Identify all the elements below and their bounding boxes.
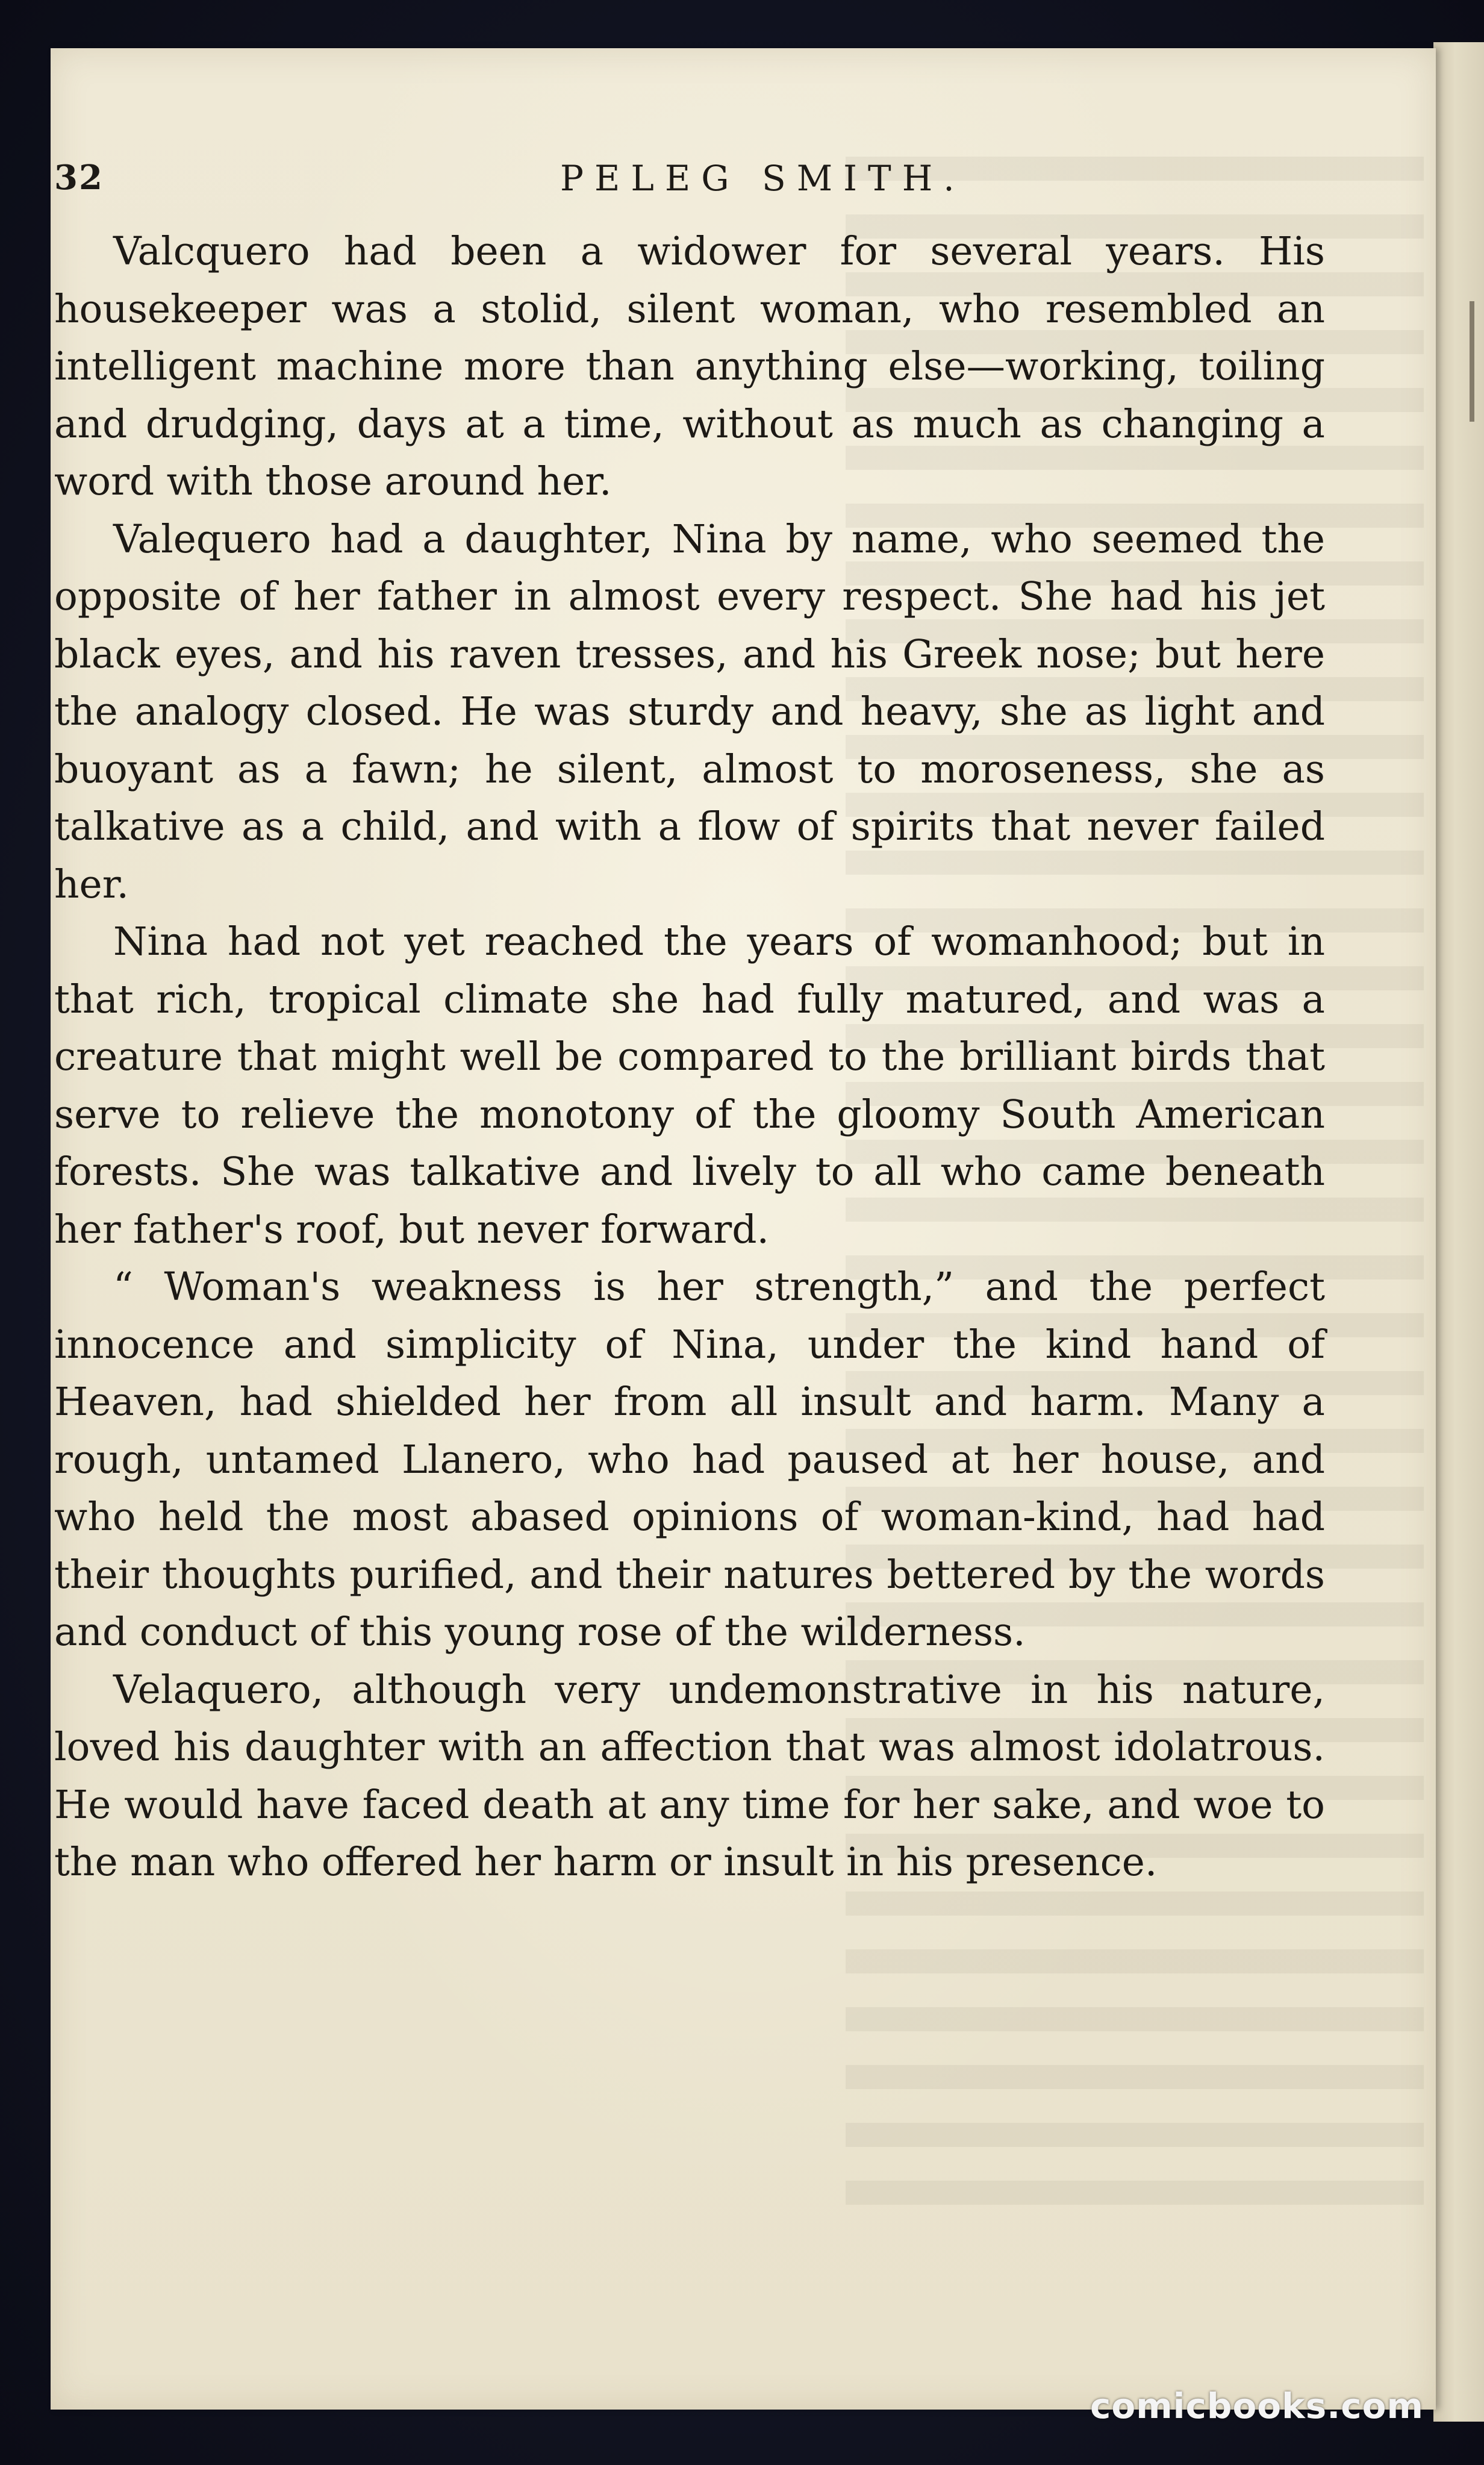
body-text xyxy=(54,223,1325,1892)
facing-page-ink xyxy=(1470,301,1482,422)
site-watermark: comicbooks.com xyxy=(1090,2385,1424,2426)
paragraph-5: Velaquero, although very undemonstrative in his nature, loved his daughter with an affection that was almost idolatrous. He would have faced death at any time for her sake, and woe to the man who offered her harm or insult in his presence. xyxy=(54,1667,1325,1885)
page-number: 32 xyxy=(54,158,104,198)
paragraph-1: Valcquero had been a widower for several years. His housekeeper was a stolid, silent woman, who resembled an intelligent machine more than anything else—working, toiling and drudging, days at a time, without as much as changing a word with those around her. xyxy=(54,229,1325,504)
paragraph-3: Nina had not yet reached the years of womanhood; but in that rich, tropical climate she had fully matured, and was a creature that might well be compared to the brilliant birds that serve to relieve the monotony of the gloomy South American forests. She was talkative and lively to all who came beneath her father's roof, but never forward. xyxy=(54,919,1325,1252)
paragraph-2: Valequero had a daughter, Nina by name, who seemed the opposite of her father in almost every respect. She had his jet black eyes, and his raven tresses, and his Greek nose; but here the analogy closed. He was sturdy and heavy, she as light and buoyant as a fawn; he silent, almost to moroseness, she as talkative as a child, and with a flow of spirits that never failed her. xyxy=(54,516,1325,907)
running-head-title: PELEG SMITH. xyxy=(560,158,965,199)
paragraph-4: “ Woman's weakness is her strength,” and the perfect innocence and simplicity of Nina, under the kind hand of Heaven, had shielded her from all insult and harm. Many a rough, untamed Llanero, who had paused at her house, and who held the most abased opinions of woman-kind, had had their thoughts purified, and their natures bettered by the words and conduct of this young rose of the wilderness. xyxy=(54,1264,1325,1655)
